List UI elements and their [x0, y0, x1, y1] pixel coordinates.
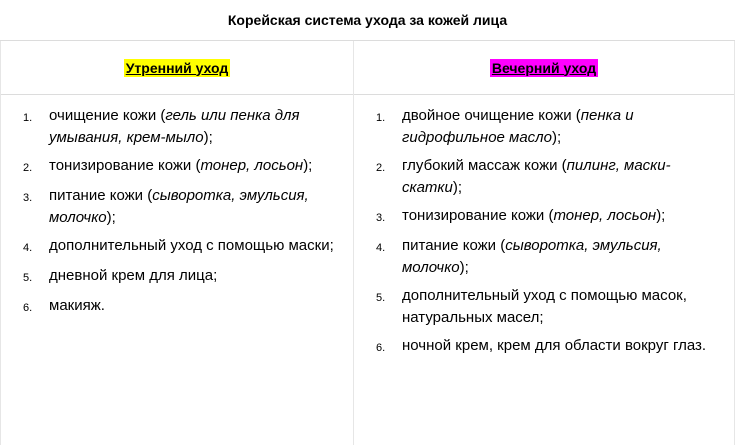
list-item-number: 4.: [376, 242, 386, 254]
list-item-text-main: глубокий массаж кожи (: [402, 157, 567, 174]
list-item-text-italic: гель или пенка для умывания, крем-мыло: [49, 107, 300, 146]
list-item-number: 3.: [376, 212, 386, 224]
list-item-number: 2.: [376, 162, 386, 174]
list-item-text: [49, 265, 343, 289]
list-item-text-main: дополнительный уход с помощью маски;: [49, 237, 334, 254]
list-item-text: [49, 105, 343, 149]
evening-header-cell: [354, 41, 734, 95]
list-item-text-italic: сыворотка, эмульсия, молочко: [402, 237, 662, 276]
list-item: [23, 185, 343, 229]
list-item: [376, 205, 720, 229]
list-item-text: [402, 155, 720, 199]
list-item: [376, 105, 720, 149]
list-item: [23, 265, 343, 289]
columns: [0, 41, 735, 445]
list-item-text: [49, 235, 343, 259]
list-item-text-italic: тонер, лосьон: [200, 157, 304, 174]
list-item-text-tail: );: [551, 129, 562, 146]
list-item-text: [402, 235, 720, 279]
list-item: [376, 285, 720, 329]
list-item-text-tail: );: [459, 259, 469, 276]
list-item-number: 1.: [376, 112, 386, 124]
list-item-number: 2.: [23, 162, 33, 174]
morning-column: [0, 41, 354, 445]
list-item-text-main: дневной крем для лица;: [49, 267, 218, 284]
list-item-text: [402, 105, 720, 149]
list-item-text: [49, 185, 343, 229]
list-item: [23, 105, 343, 149]
list-item-text-tail: );: [656, 207, 666, 224]
list-item-text: [49, 155, 343, 179]
list-item-number: 5.: [23, 272, 33, 284]
list-item: [376, 335, 720, 359]
evening-column: [354, 41, 735, 445]
list-item-text-tail: );: [203, 129, 213, 146]
list-item-text-main: очищение кожи (: [49, 107, 166, 124]
list-item-number: 1.: [23, 112, 33, 124]
morning-list: [1, 95, 343, 319]
morning-header-cell: [1, 41, 353, 95]
evening-header: Вечерний уход: [491, 59, 597, 76]
list-item-text-main: питание кожи (: [402, 237, 506, 254]
list-item-number: 5.: [376, 292, 386, 304]
list-item-number: 6.: [23, 302, 33, 314]
evening-list: [354, 95, 720, 359]
list-item-text-main: тонизирование кожи (: [402, 207, 554, 224]
list-item-text-main: ночной крем, крем для области вокруг глаз.: [402, 337, 707, 354]
list-item-text-italic: тонер, лосьон: [553, 207, 657, 224]
list-item-text-tail: );: [106, 209, 116, 226]
morning-header: Утренний уход: [125, 59, 229, 76]
list-item-text-tail: );: [303, 157, 313, 174]
list-item-text: [402, 285, 720, 329]
list-item-number: 6.: [376, 342, 386, 354]
list-item-number: 3.: [23, 192, 33, 204]
list-item-text-italic: пенка и гидрофильное масло: [402, 107, 634, 146]
list-item-text-main: макияж.: [49, 297, 105, 314]
list-item-text-main: тонизирование кожи (: [49, 157, 201, 174]
list-item: [23, 295, 343, 319]
list-item-text-tail: );: [452, 179, 463, 196]
list-item-text-italic: сыворотка, эмульсия, молочко: [49, 187, 309, 226]
list-item-text: [402, 205, 720, 229]
table-title: Корейская система ухода за кожей лица: [0, 0, 735, 41]
list-item: [23, 235, 343, 259]
list-item-text-main: дополнительный уход с помощью масок, натуральных масел;: [402, 287, 687, 326]
list-item-text-main: двойное очищение кожи (: [402, 107, 581, 124]
list-item-text-main: питание кожи (: [49, 187, 153, 204]
list-item: [376, 235, 720, 279]
list-item: [376, 155, 720, 199]
list-item: [23, 155, 343, 179]
list-item-text: [49, 295, 343, 319]
list-item-text: [402, 335, 720, 359]
list-item-number: 4.: [23, 242, 33, 254]
list-item-text-italic: пилинг, маски-скатки: [402, 157, 671, 196]
